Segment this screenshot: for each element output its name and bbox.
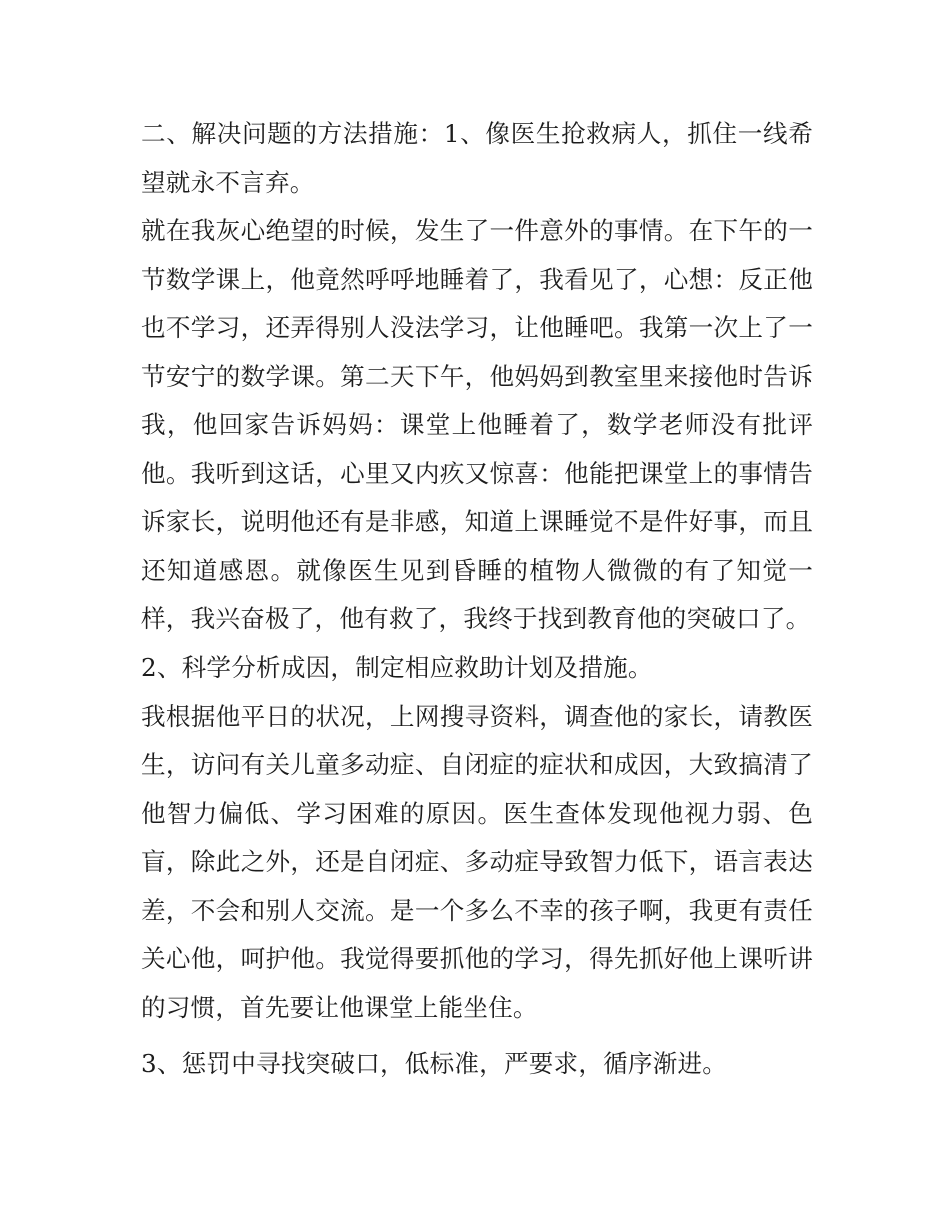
section-heading-analysis: 2、科学分析成因，制定相应救助计划及措施。 bbox=[141, 653, 653, 683]
paragraph-turning-point: 就在我灰心绝望的时候，发生了一件意外的事情。在下午的一节数学课上，他竟然呼呼地睡着了，我看见了，心想：反正他也不学习，还弄得别人没法学习，让他睡吧。我第一次上了一节安宁的数学课。第二天下午，他妈妈到教室里来接他时告诉我，他回家告诉妈妈：课堂上他睡着了，数学老师没有批评他。我听到这话，心里又内疚又惊喜：他能把课堂上的事情告诉家长，说明他还有是非感，知道上课睡觉不是件好事，而且还知道感恩。就像医生见到昏睡的植物人微微的有了知觉一样，我兴奋极了，他有救了，我终于找到教育他的突破口了。 bbox=[141, 216, 813, 634]
document-body bbox=[141, 110, 813, 1089]
paragraph-analysis: 我根据他平日的状况，上网搜寻资料，调查他的家长，请教医生，访问有关儿童多动症、自闭症的症状和成因，大致搞清了他智力偏低、学习困难的原因。医生查体发现他视力弱、色盲，除此之外，还是自闭症、多动症导致智力低下，语言表达差，不会和别人交流。是一个多么不幸的孩子啊，我更有责任关心他，呵护他。我觉得要抓他的学习，得先抓好他上课听讲的习惯，首先要让他课堂上能坐住。 bbox=[141, 701, 813, 1022]
section-heading-punishment: 3、惩罚中寻找突破口，低标准，严要求，循序渐进。 bbox=[141, 1049, 728, 1079]
section-heading-methods: 二、解决问题的方法措施：1、像医生抢救病人，抓住一线希望就永不言弃。 bbox=[141, 119, 813, 197]
